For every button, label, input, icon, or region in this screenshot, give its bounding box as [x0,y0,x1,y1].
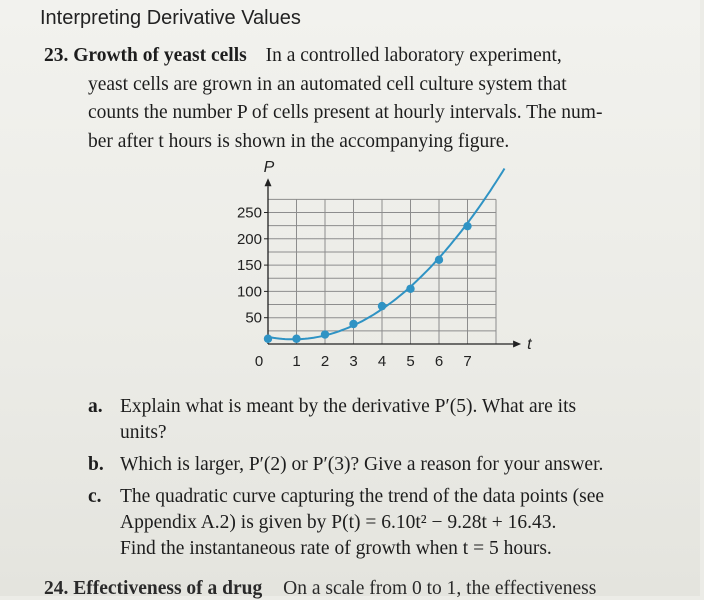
y-tick-label: 100 [236,283,262,301]
part-label: b. [88,454,104,475]
y-axis-label: P [263,159,275,177]
data-point [292,335,300,343]
x-tick-label: 6 [434,353,444,370]
y-axis-arrow [265,178,272,186]
part-b [88,452,688,478]
part-text-line: Which is larger, P′(2) or P′(3)? Give a reason for your answer. [120,454,604,475]
part-text-line: units? [120,422,167,443]
part-text-line: The quadratic curve capturing the trend of the data points (see [120,486,605,507]
problem-number: 23. [44,45,69,66]
part-c [88,484,688,562]
data-point [321,330,329,338]
part-text-line: Find the instantaneous rate of growth when t = 5 hours. [120,538,552,559]
chart-grid [268,199,496,344]
data-point [349,320,357,328]
x-tick-label: 2 [320,353,330,370]
x-tick-label: 5 [406,353,415,370]
data-point [264,335,272,343]
data-point [406,285,414,293]
problem-24-partial [44,578,704,600]
trend-curve-layer [268,169,505,340]
data-point [463,222,471,230]
part-text-line: Appendix A.2) is given by P(t) = 6.10t² − 9.28t + 16.43. [120,512,557,533]
problem-line-3: counts the number P of cells present at hourly intervals. The num- [88,102,603,123]
problem-23 [44,42,699,156]
x-tick-label: 7 [463,353,472,370]
problem-line-4: ber after t hours is shown in the accompanying figure. [88,130,510,152]
data-point [378,302,386,310]
yeast-growth-chart [220,159,532,386]
problem-title: Growth of yeast cells [73,45,247,66]
x-tick-label: 1 [292,353,301,370]
x-axis-arrow [513,341,521,348]
y-tick-label: 150 [236,257,262,275]
y-tick-label: 50 [245,309,262,327]
y-tick-label: 250 [236,204,262,222]
part-a [88,394,688,446]
data-point [435,256,443,264]
part-label: c. [88,486,102,507]
x-tick-label: 0 [254,353,264,370]
problem-parts [88,394,688,568]
part-label: a. [88,396,103,417]
next-problem-text: On a scale from 0 to 1, the effectiveness [283,578,597,599]
x-tick-label: 3 [349,353,358,370]
section-title: Interpreting Derivative Values [40,7,301,29]
next-problem-title: Effectiveness of a drug [73,578,263,599]
trend-curve [268,169,505,340]
x-tick-label: 4 [377,353,387,370]
problem-line-2: yeast cells are grown in an automated cell culture system that [88,73,567,95]
y-tick-label: 200 [236,230,262,248]
next-problem-number: 24. [44,578,69,599]
problem-text: In a controlled laboratory experiment, [265,45,562,66]
problem-line-1 [44,42,699,71]
chart-svg [220,159,532,381]
part-text-line: Explain what is meant by the derivative P′(5). What are its [120,396,577,417]
data-points [264,222,472,343]
x-axis-label: t [527,336,532,353]
